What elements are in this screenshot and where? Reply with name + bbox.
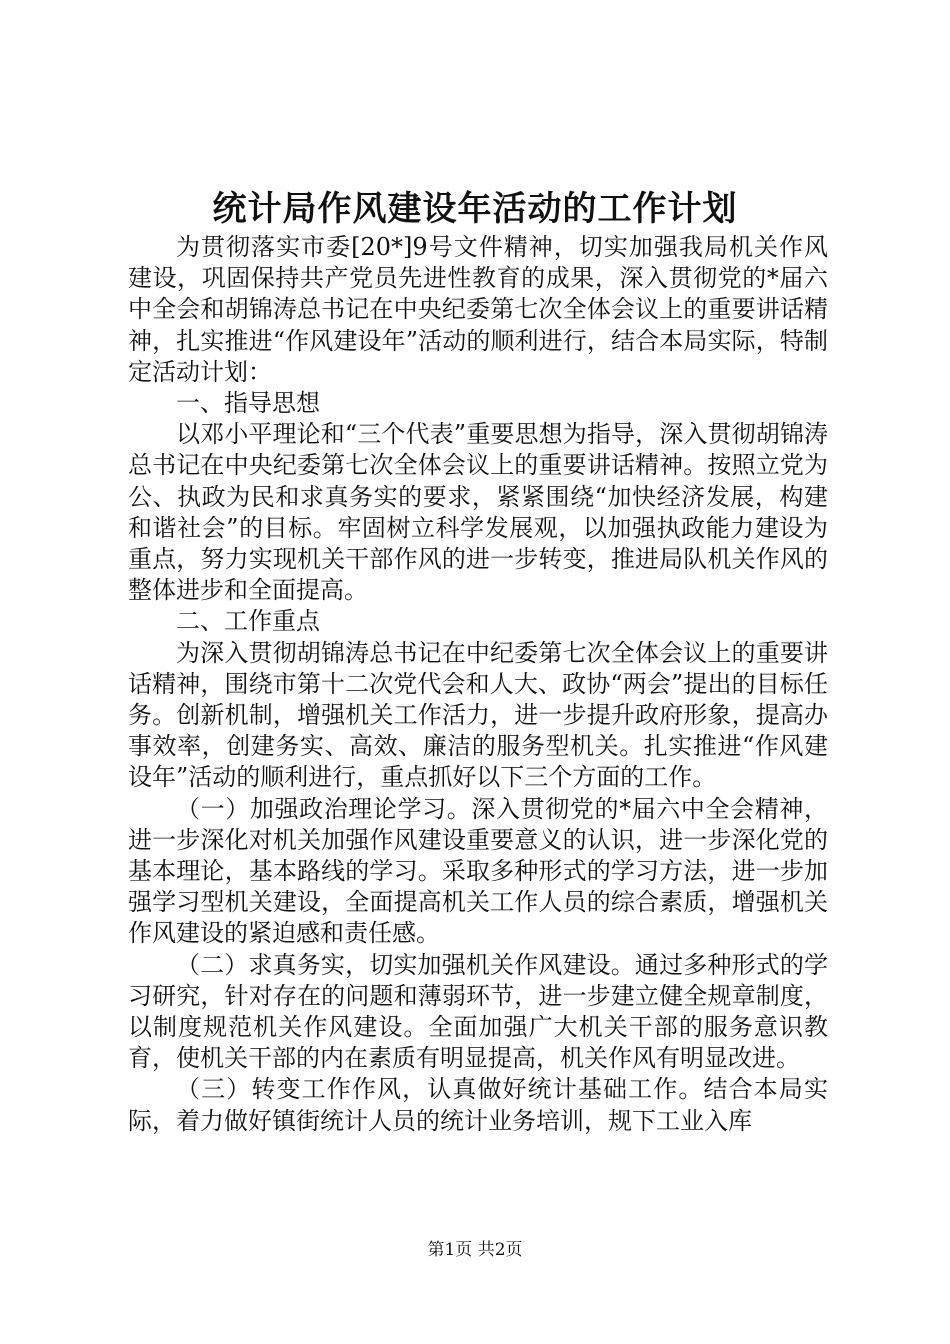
document-title: 统计局作风建设年活动的工作计划: [212, 189, 738, 229]
work-focus-paragraph: 为深入贯彻胡锦涛总书记在中纪委第七次全体会议上的重要讲话精神，围绕市第十二次党代会和人大、政协“两会”提出的目标任务。创新机制，增强机关工作活力，进一步提升政府形象，提高办事效率，创建务实、高效、廉洁的服务型机关。扎实推进“作风建设年”活动的顺利进行，重点抓好以下三个方面的工作。: [128, 638, 828, 792]
item-two-paragraph: （二）求真务实，切实加强机关作风建设。通过多种形式的学习研究，针对存在的问题和薄弱环节，进一步建立健全规章制度，以制度规范机关作风建设。全面加强广大机关干部的服务意识教育，使机关干部的内在素质有明显提高，机关作风有明显改进。: [128, 950, 828, 1073]
item-three-paragraph: （三）转变工作作风，认真做好统计基础工作。结合本局实际，着力做好镇街统计人员的统计业务培训，规下工业入库: [128, 1075, 828, 1135]
page-footer: 第1页 共2页: [427, 1240, 523, 1260]
section-heading-work-focus: 二、工作重点: [176, 607, 320, 636]
intro-paragraph: 为贯彻落实市委[20*]9号文件精神，切实加强我局机关作风建设，巩固保持共产党员先进性教育的成果，深入贯彻党的*届六中全会和胡锦涛总书记在中央纪委第七次全体会议上的重要讲话精神，扎实推进“作风建设年”活动的顺利进行，结合本局实际，特制定活动计划：: [128, 233, 828, 386]
guiding-ideology-paragraph: 以邓小平理论和“三个代表”重要思想为指导，深入贯彻胡锦涛总书记在中央纪委第七次全体会议上的重要讲话精神。按照立党为公、执政为民和求真务实的要求，紧紧围绕“加快经济发展，构建和谐社会”的目标。牢固树立科学发展观，以加强执政能力建设为重点，努力实现机关干部作风的进一步转变，推进局队机关作风的整体进步和全面提高。: [128, 420, 828, 605]
section-heading-guiding-ideology: 一、指导思想: [176, 389, 320, 418]
item-one-paragraph: （一）加强政治理论学习。深入贯彻党的*届六中全会精神，进一步深化对机关加强作风建设重要意义的认识，进一步深化党的基本理论，基本路线的学习。采取多种形式的学习方法，进一步加强学习型机关建设，全面提高机关工作人员的综合素质，增强机关作风建设的紧迫感和责任感。: [128, 794, 828, 948]
document-body: [128, 232, 828, 1137]
